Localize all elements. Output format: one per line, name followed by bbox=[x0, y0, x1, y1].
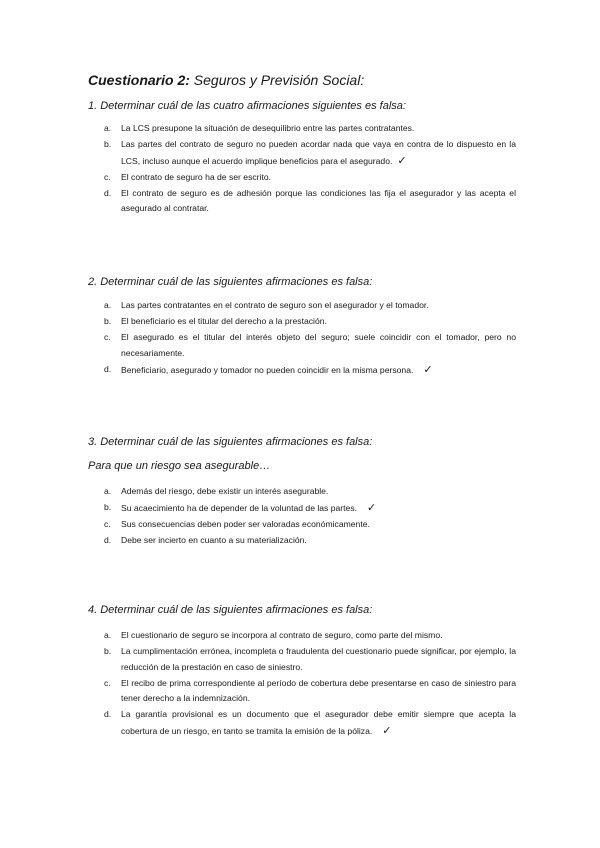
question-1-options bbox=[104, 121, 516, 218]
option-3b: b. Su acaecimiento ha de depender de la voluntad de las partes. ✓ bbox=[104, 501, 377, 515]
check-mark-icon: ✓ bbox=[367, 501, 377, 515]
option-1c: c. El contrato de seguro ha de ser escrito. bbox=[104, 171, 271, 182]
question-4-options bbox=[104, 628, 516, 740]
check-mark-icon: ✓ bbox=[382, 724, 392, 738]
question-3-subprompt: Para que un riesgo sea asegurable… bbox=[88, 460, 271, 472]
option-4a: a. El cuestionario de seguro se incorpora al contrato de seguro, como parte del mismo. bbox=[104, 630, 443, 640]
question-2-options bbox=[104, 298, 516, 379]
option-2d: d. Beneficiario, asegurado y tomador no pueden coincidir en la misma persona. ✓ bbox=[104, 362, 433, 376]
option-3c: c. Sus consecuencias deben poder ser valoradas económicamente. bbox=[104, 519, 370, 530]
page-title bbox=[88, 72, 364, 88]
option-2a: a. Las partes contratantes en el contrato de seguro son el asegurador y el tomador. bbox=[104, 300, 429, 310]
option-2b: b. El beneficiario es el titular del derecho a la prestación. bbox=[104, 316, 327, 327]
option-1b: b. Las partes del contrato de seguro no pueden acordar nada que vaya en contra de lo dispuesto en la LCS, incluso aunque el acuerdo implique beneficios para el asegurado. ✓ bbox=[104, 139, 516, 167]
option-4d: d. La garantía provisional es un documento que el asegurador debe emitir siempre que acepta la cobertura de un riesgo, en tanto se tramita la emisión de la póliza. ✓ bbox=[104, 709, 516, 738]
option-4c: c. El recibo de prima correspondiente al período de cobertura debe presentarse en caso de siniestro para tener derecho a la indemnización. bbox=[104, 677, 516, 704]
title-rest: Seguros y Previsión Social: bbox=[189, 72, 365, 88]
option-4b: b. La cumplimentación errónea, incompleta o fraudulenta del cuestionario puede significar, por ejemplo, la reducción de la prestación en caso de siniestro. bbox=[104, 646, 516, 672]
question-3-prompt: 3. Determinar cuál de las siguientes afirmaciones es falsa: bbox=[88, 436, 373, 448]
question-1-prompt: 1. Determinar cuál de las cuatro afirmaciones siguientes es falsa: bbox=[88, 100, 406, 112]
title-bold: Cuestionario 2: bbox=[88, 72, 190, 88]
check-mark-icon: ✓ bbox=[423, 362, 433, 376]
option-1a: a. La LCS presupone la situación de desequilibrio entre las partes contratantes. bbox=[104, 123, 415, 133]
question-4-prompt: 4. Determinar cuál de las siguientes afirmaciones es falsa: bbox=[88, 604, 373, 616]
check-mark-icon: ✓ bbox=[397, 153, 407, 167]
option-1d: d. El contrato de seguro es de adhesión porque las condiciones las fija el asegurador y las acepta el asegurado al contratar. bbox=[104, 187, 516, 214]
option-3d: d. Debe ser incierto en cuanto a su materialización. bbox=[104, 535, 307, 546]
option-2c: c. El asegurado es el titular del interés objeto del seguro; suele coincidir con el tomador, pero no necesariamente. bbox=[104, 332, 516, 358]
question-2-prompt: 2. Determinar cuál de las siguientes afirmaciones es falsa: bbox=[88, 276, 373, 288]
option-3a: a. Además del riesgo, debe existir un interés asegurable. bbox=[104, 486, 329, 496]
question-3-options bbox=[104, 484, 516, 549]
